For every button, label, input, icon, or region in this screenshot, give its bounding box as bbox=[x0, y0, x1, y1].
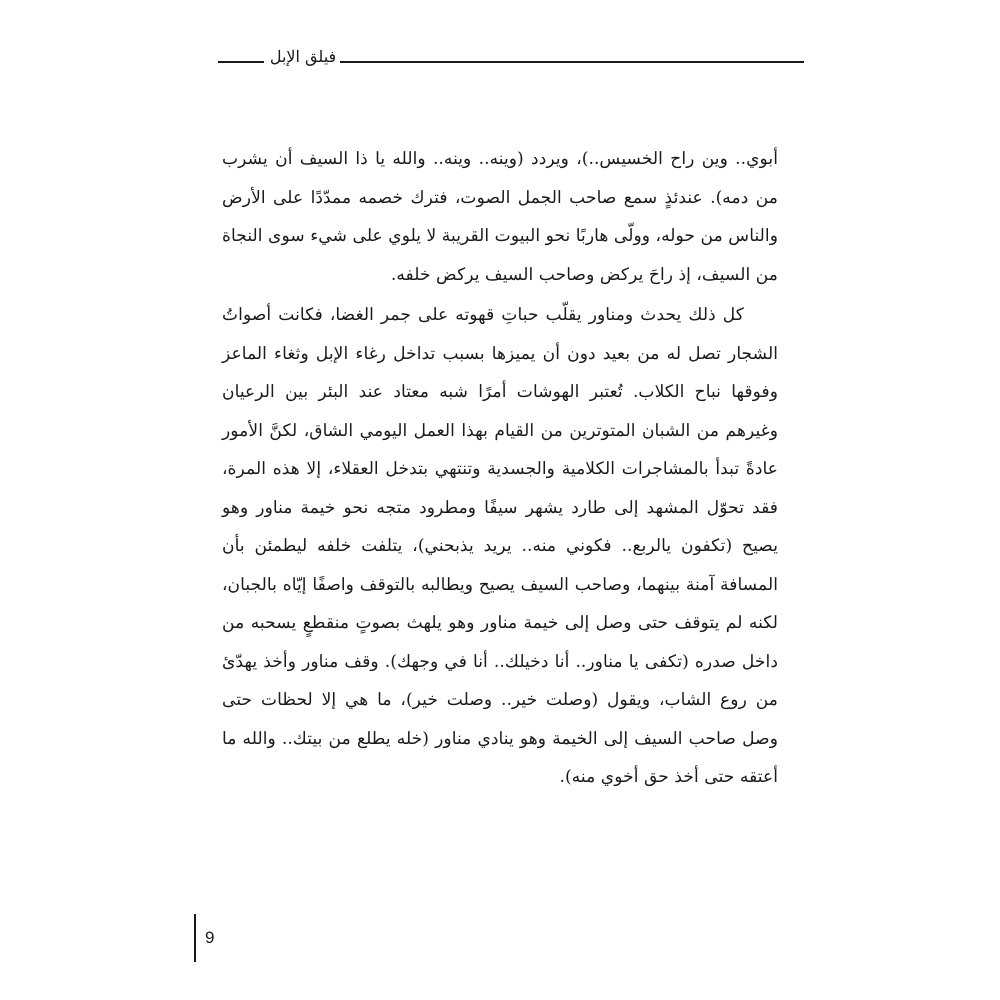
paragraph-2: كل ذلك يحدث ومناور يقلّب حباتِ قهوته على جمر الغضا، فكانت أصواتُ الشجار تصل له من بعيد دون أن يميزها بسبب تداخل رغاء الإبل وثغاء الماعز وفوقها نباح الكلاب. تُعتبر الهوشات أمرًا شبه معتاد عند البئر بين الرعيان وغيرهم من الشبان المتوترين من القيام بهذا العمل اليومي الشاق، لكنَّ الأمور عادةً تبدأ بالمشاجرات الكلامية والجسدية وتنتهي بتدخل العقلاء، إلا هذه المرة، فقد تحوّل المشهد إلى طارد يشهر سيفًا ومطرود متجه نحو خيمة مناور وهو يصيح (تكفون يالربع.. فكوني منه.. يريد يذبحني)، يتلفت خلفه ليطمئن بأن المسافة آمنة بينهما، وصاحب السيف يصيح ويطالبه بالتوقف واصفًا إيّاه بالجبان، لكنه لم يتوقف حتى وصل إلى خيمة مناور وهو يلهث بصوتٍ منقطعٍ يسحبه من داخل صدره (تكفى يا مناور.. أنا دخيلك.. أنا في وجهك). وقف مناور وأخذ يهدّئ من روع الشاب، ويقول (وصلت خير.. وصلت خير)، ما هي إلا لحظات حتى وصل صاحب السيف إلى الخيمة وهو ينادي مناور (خله يطلع من بيتك.. والله ما أعتقه حتى أخذ حق أخوي منه). bbox=[222, 305, 778, 787]
page-number-rule bbox=[194, 914, 196, 962]
running-header bbox=[218, 44, 804, 74]
page-body bbox=[222, 140, 778, 797]
paragraph-1: أبوي.. وين راح الخسيس..)، ويردد (وينه.. وينه.. والله يا ذا السيف أن يشرب من دمه). عندئذٍ سمع صاحب الجمل الصوت، فترك خصمه ممدّدًا على الأرض والناس من حوله، وولّى هاربًا نحو البيوت القريبة لا يلوي على شيء سوى النجاة من السيف، إذ راحَ يركض وصاحب السيف يركض خلفه. bbox=[222, 149, 778, 285]
page-number: 9 bbox=[205, 928, 215, 947]
header-rule-left bbox=[218, 61, 264, 63]
header-rule-right bbox=[340, 61, 804, 63]
book-title: فيلق الإبل bbox=[269, 47, 337, 66]
